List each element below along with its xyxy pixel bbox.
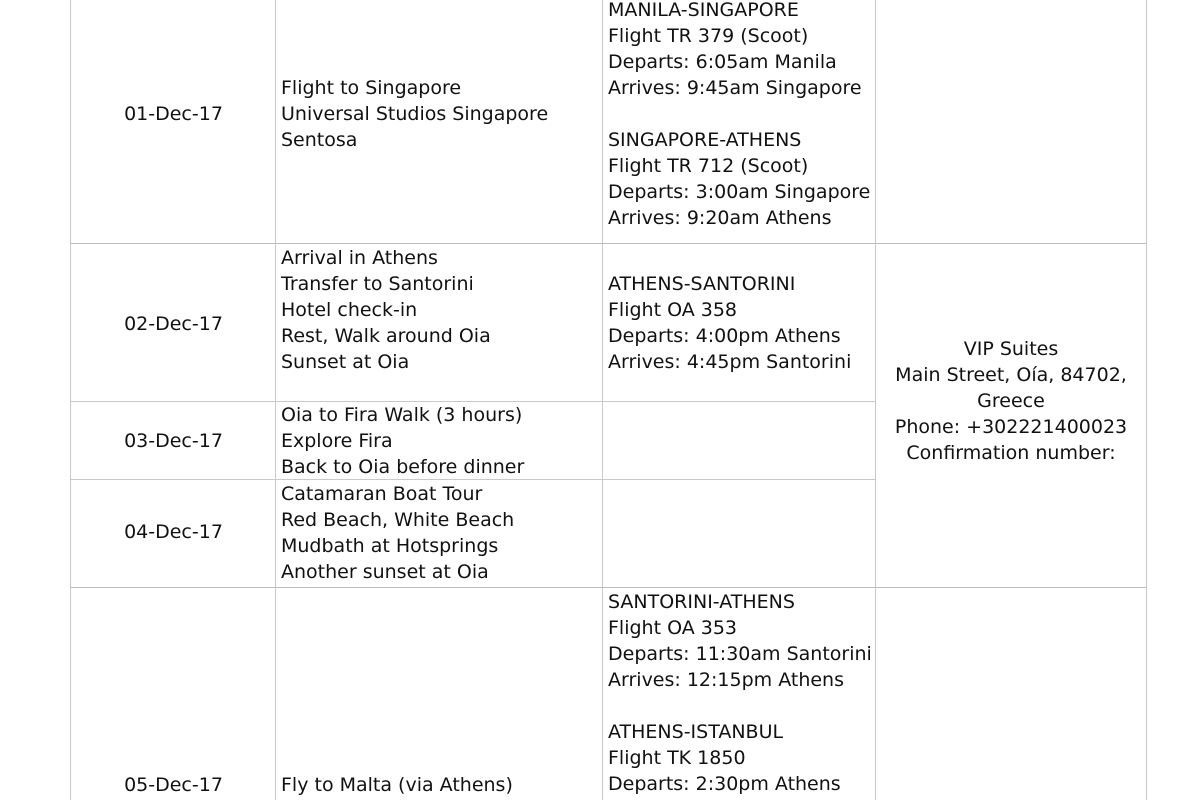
- column-border: [602, 0, 603, 800]
- activity-line: Universal Studios Singapore: [281, 103, 549, 125]
- activity-line: Back to Oia before dinner: [281, 456, 525, 478]
- date-label: 02-Dec-17: [124, 313, 223, 335]
- date-cell: [72, 519, 275, 545]
- activity-line: Sunset at Oia: [281, 351, 410, 373]
- flight-number: Flight OA 353: [608, 617, 738, 639]
- column-border: [70, 0, 71, 800]
- flights-cell: [608, 0, 870, 231]
- flight-number: Flight OA 358: [608, 299, 738, 321]
- flight-arrives: Arrives: 9:45am Singapore: [608, 77, 862, 99]
- date-cell: [72, 101, 275, 127]
- activities-cell: [281, 402, 524, 480]
- flight-number: Flight TR 712 (Scoot): [608, 155, 809, 177]
- activity-line: Mudbath at Hotsprings: [281, 535, 499, 557]
- hotel-cell: [876, 336, 1146, 466]
- flight-departs: Departs: 11:30am Santorini: [608, 643, 872, 665]
- date-label: 04-Dec-17: [124, 521, 223, 543]
- date-label: 03-Dec-17: [124, 430, 223, 452]
- flight-departs: Departs: 3:00am Singapore: [608, 181, 871, 203]
- flights-cell: [608, 589, 872, 797]
- flight-arrives: Arrives: 9:20am Athens: [608, 207, 832, 229]
- activity-line: Hotel check-in: [281, 299, 418, 321]
- row-border: [70, 243, 1147, 244]
- activity-line: Flight to Singapore: [281, 77, 462, 99]
- flight-spacer: [608, 101, 870, 127]
- flights-cell: [608, 271, 851, 375]
- flight-arrives: Arrives: 12:15pm Athens: [608, 669, 844, 691]
- activities-cell: [281, 245, 491, 375]
- flight-arrives: Arrives: 4:45pm Santorini: [608, 351, 852, 373]
- hotel-confirmation: Confirmation number:: [906, 442, 1116, 464]
- hotel-phone: Phone: +302221400023: [894, 416, 1128, 438]
- activity-line: Arrival in Athens: [281, 247, 438, 269]
- flight-route: MANILA-SINGAPORE: [608, 0, 799, 21]
- column-border: [275, 0, 276, 800]
- flight-route: SINGAPORE-ATHENS: [608, 129, 802, 151]
- activities-cell: [281, 75, 548, 153]
- flight-departs: Departs: 4:00pm Athens: [608, 325, 841, 347]
- hotel-address: Main Street, Oía, 84702,: [895, 364, 1127, 386]
- activity-line: Sentosa: [281, 129, 358, 151]
- flight-departs: Departs: 6:05am Manila: [608, 51, 837, 73]
- date-cell: [72, 428, 275, 454]
- flight-route: ATHENS-ISTANBUL: [608, 721, 784, 743]
- date-label: 05-Dec-17: [124, 774, 223, 796]
- flight-departs: Departs: 2:30pm Athens: [608, 773, 841, 795]
- date-cell: [72, 311, 275, 337]
- flight-route: SANTORINI-ATHENS: [608, 591, 795, 613]
- activities-cell: [281, 481, 514, 585]
- row-border: [70, 587, 1147, 588]
- activity-line: Another sunset at Oia: [281, 561, 489, 583]
- activity-line: Rest, Walk around Oia: [281, 325, 491, 347]
- activity-line: Fly to Malta (via Athens): [281, 774, 513, 796]
- column-border: [1146, 0, 1147, 800]
- flight-spacer: [608, 693, 872, 719]
- activity-line: Explore Fira: [281, 430, 393, 452]
- date-cell: [72, 772, 275, 798]
- activity-line: Transfer to Santorini: [281, 273, 474, 295]
- activities-cell: [281, 772, 513, 798]
- flight-number: Flight TR 379 (Scoot): [608, 25, 809, 47]
- flight-number: Flight TK 1850: [608, 747, 746, 769]
- hotel-name: VIP Suites: [963, 338, 1059, 360]
- date-label: 01-Dec-17: [124, 103, 223, 125]
- hotel-country: Greece: [977, 390, 1045, 412]
- activity-line: Red Beach, White Beach: [281, 509, 515, 531]
- activity-line: Catamaran Boat Tour: [281, 483, 483, 505]
- flight-route: ATHENS-SANTORINI: [608, 273, 796, 295]
- activity-line: Oia to Fira Walk (3 hours): [281, 404, 523, 426]
